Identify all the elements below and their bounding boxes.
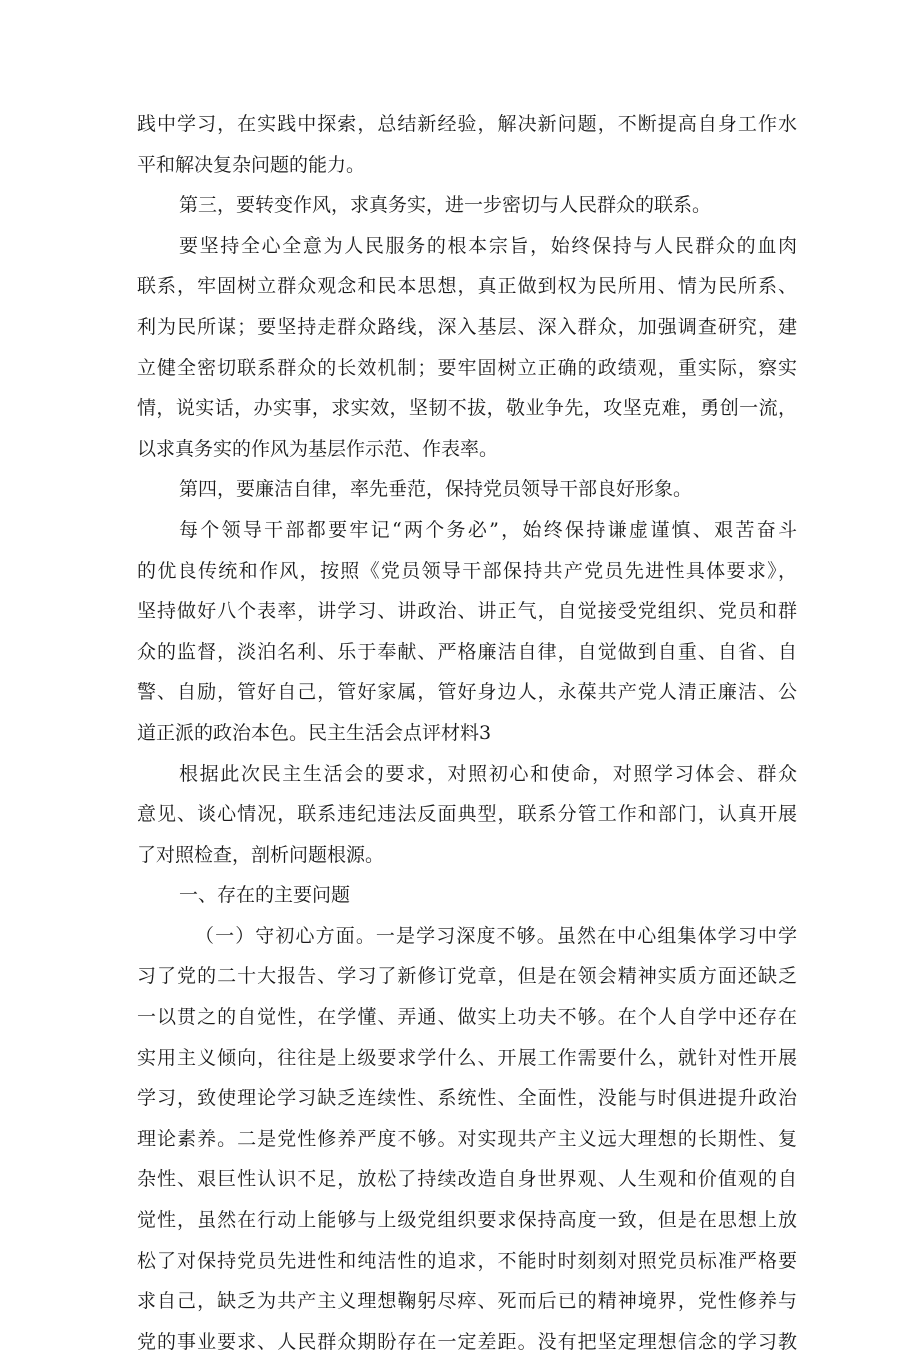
text-line: 要坚持全心全意为人民服务的根本宗旨，始终保持与人民群众的血肉 [179,234,797,257]
text-line: 坚持做好八个表率，讲学习、讲政治、讲正气，自觉接受党组织、党员和群 [137,600,797,623]
text-line: 求自己，缺乏为共产主义理想鞠躬尽瘁、死而后已的精神境界，党性修养与 [137,1290,797,1313]
text-line: 平和解决复杂问题的能力。 [137,153,366,176]
text-line: 根据此次民主生活会的要求，对照初心和使命，对照学习体会、群众 [179,762,797,785]
text-line: 道正派的政治本色。民主生活会点评材料3 [137,721,492,744]
text-line: 一以贯之的自觉性，在学懂、弄通、做实上功夫不够。在个人自学中还存在 [137,1006,797,1029]
text-line: 觉性，虽然在行动上能够与上级党组织要求保持高度一致，但是在思想上放 [137,1209,797,1232]
section-heading: 一、存在的主要问题 [179,884,351,907]
text-line: 每个领导干部都要牢记“两个务必”，始终保持谦虚谨慎、艰苦奋斗 [179,518,797,541]
text-line: 践中学习，在实践中探索，总结新经验，解决新问题，不断提高自身工作水 [137,113,797,135]
text-line: 警、自励，管好自己，管好家属，管好身边人，永葆共产党人清正廉洁、公 [137,681,797,704]
text-line: （一）守初心方面。一是学习深度不够。虽然在中心组集体学习中学 [195,924,797,947]
text-line: 联系，牢固树立群众观念和民本思想，真正做到权为民所用、情为民所系、 [137,275,797,298]
document-body [137,104,797,1362]
text-line: 的优良传统和作风，按照《党员领导干部保持共产党员先进性具体要求》， [137,559,797,582]
text-line: 学习，致使理论学习缺乏连续性、系统性、全面性，没能与时俱进提升政治 [137,1087,797,1110]
text-line: 杂性、艰巨性认识不足，放松了持续改造自身世界观、人生观和价值观的自 [137,1168,797,1191]
text-line: 以求真务实的作风为基层作示范、作表率。 [137,437,499,460]
text-line: 利为民所谋；要坚持走群众路线，深入基层、深入群众，加强调查研究，建 [137,315,797,338]
section-heading: 第四，要廉洁自律，率先垂范，保持党员领导干部良好形象。 [179,478,693,501]
text-line: 情，说实话，办实事，求实效，坚韧不拔，敬业争先，攻坚克难，勇创一流， [137,397,797,420]
text-line: 实用主义倾向，往往是上级要求学什么、开展工作需要什么，就针对性开展 [137,1046,797,1069]
text-line: 意见、谈心情况，联系违纪违法反面典型，联系分管工作和部门，认真开展 [137,803,797,826]
text-line: 众的监督，淡泊名利、乐于奉献、严格廉洁自律，自觉做到自重、自省、自 [137,640,797,663]
text-line: 立健全密切联系群众的长效机制；要牢固树立正确的政绩观，重实际，察实 [137,356,797,379]
text-line: 理论素养。二是党性修养严度不够。对实现共产主义远大理想的长期性、复 [137,1127,797,1150]
text-line: 了对照检查，剖析问题根源。 [137,843,385,866]
text-line: 松了对保持党员先进性和纯洁性的追求，不能时时刻刻对照党员标准严格要 [137,1249,797,1272]
text-line: 习了党的二十大报告、学习了新修订党章，但是在领会精神实质方面还缺乏 [137,965,797,988]
section-heading: 第三，要转变作风，求真务实，进一步密切与人民群众的联系。 [179,194,712,217]
text-line: 党的事业要求、人民群众期盼存在一定差距。没有把坚定理想信念的学习教 [137,1330,797,1353]
